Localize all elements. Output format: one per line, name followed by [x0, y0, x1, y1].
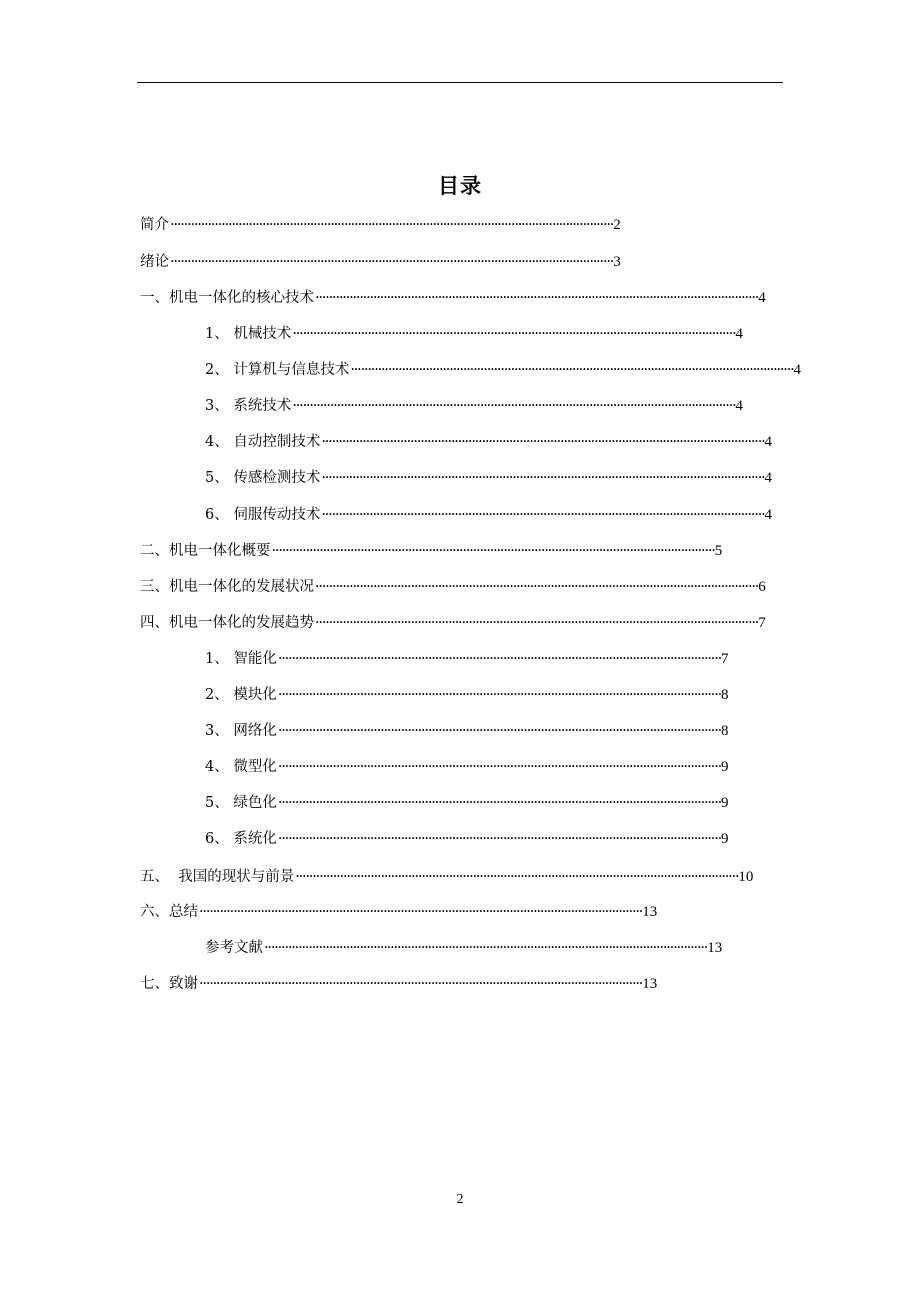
toc-entry-page: 8 — [721, 687, 729, 703]
toc-entry-references[interactable] — [205, 937, 723, 959]
toc-entry-subsection[interactable] — [205, 431, 773, 453]
toc-entry-label: 2、 计算机与信息技术 — [205, 362, 350, 378]
toc-entry-section-7[interactable] — [140, 973, 658, 995]
toc-entry-page: 4 — [764, 470, 773, 486]
toc-entry-page: 4 — [735, 326, 744, 342]
toc-leader-dots: ·································································································································· — [315, 615, 759, 631]
toc-entry-page: 5 — [714, 543, 723, 559]
toc-entry-label: 二、机电一体化概要 — [140, 543, 271, 559]
toc-entry-section-1[interactable] — [140, 287, 766, 309]
toc-entry-page: 13 — [642, 976, 658, 992]
toc-leader-dots: ·································································································································· — [264, 940, 708, 956]
toc-entry-label: 绪论 — [140, 254, 169, 270]
toc-entry-section-6[interactable] — [140, 901, 658, 923]
toc-entry-label: 1、 机械技术 — [205, 326, 292, 342]
toc-leader-dots: ·································································································································· — [277, 831, 722, 847]
toc-entry-page: 4 — [758, 290, 766, 306]
toc-leader-dots: ·································································································································· — [292, 326, 736, 342]
toc-entry-page: 4 — [793, 362, 802, 378]
toc-entry-subsection[interactable] — [205, 720, 729, 742]
toc-entry-label: 3、 网络化 — [205, 723, 277, 739]
toc-entry-subsection[interactable] — [205, 359, 802, 381]
toc-entry-subsection[interactable] — [205, 395, 744, 417]
toc-leader-dots: ·································································································································· — [277, 651, 722, 667]
toc-entry-page: 8 — [721, 723, 729, 739]
toc-entry-label: 参考文献 — [205, 940, 263, 956]
toc-entry-label: 6、 伺服传动技术 — [205, 507, 321, 523]
toc-entry-subsection[interactable] — [205, 756, 729, 778]
toc-leader-dots: ·································································································································· — [315, 579, 759, 595]
toc-leader-dots: ·································································································································· — [277, 795, 722, 811]
toc-leader-dots: ·································································································································· — [315, 290, 759, 306]
toc-entry-page: 10 — [738, 869, 754, 885]
toc-entry-label: 五、 我国的现状与前景 — [140, 869, 295, 885]
toc-entry-intro[interactable] — [140, 214, 621, 236]
toc-entry-page: 4 — [764, 507, 773, 523]
toc-leader-dots: ·································································································································· — [199, 976, 643, 992]
toc-entry-subsection[interactable] — [205, 323, 744, 345]
toc-entry-subsection[interactable] — [205, 648, 729, 670]
toc-entry-section-4[interactable] — [140, 612, 766, 634]
toc-entry-label: 七、致谢 — [140, 976, 198, 992]
toc-leader-dots: ·································································································································· — [170, 217, 614, 233]
toc-entry-page: 4 — [735, 398, 744, 414]
toc-entry-label: 四、机电一体化的发展趋势 — [140, 615, 314, 631]
toc-entry-label: 4、 微型化 — [205, 759, 277, 775]
toc-entry-page: 7 — [758, 615, 766, 631]
toc-entry-page: 4 — [764, 434, 773, 450]
toc-entry-label: 6、 系统化 — [205, 831, 277, 847]
toc-entry-subsection[interactable] — [205, 504, 773, 526]
toc-entry-page: 9 — [721, 831, 729, 847]
toc-leader-dots: ·································································································································· — [321, 434, 765, 450]
toc-entry-label: 5、 传感检测技术 — [205, 470, 321, 486]
toc-entry-subsection[interactable] — [205, 828, 729, 850]
toc-entry-page: 13 — [642, 904, 658, 920]
toc-entry-section-2[interactable] — [140, 540, 723, 562]
toc-leader-dots: ·································································································································· — [350, 362, 794, 378]
toc-entry-subsection[interactable] — [205, 467, 773, 489]
toc-title: 目录 — [438, 174, 482, 198]
toc-entry-page: 13 — [707, 940, 723, 956]
toc-entry-label: 三、机电一体化的发展状况 — [140, 579, 314, 595]
toc-entry-section-5[interactable] — [140, 866, 754, 888]
toc-entry-subsection[interactable] — [205, 684, 729, 706]
toc-entry-label: 六、总结 — [140, 904, 198, 920]
toc-leader-dots: ·································································································································· — [170, 254, 614, 270]
toc-entry-section-3[interactable] — [140, 576, 766, 598]
toc-entry-label: 简介 — [140, 217, 169, 233]
toc-entry-label: 3、 系统技术 — [205, 398, 292, 414]
toc-leader-dots: ·································································································································· — [199, 904, 643, 920]
toc-leader-dots: ·································································································································· — [295, 869, 739, 885]
toc-leader-dots: ·································································································································· — [271, 543, 715, 559]
toc-entry-page: 2 — [613, 217, 621, 233]
toc-leader-dots: ·································································································································· — [292, 398, 736, 414]
toc-entry-page: 9 — [721, 759, 729, 775]
toc-entry-page: 6 — [758, 579, 766, 595]
toc-entry-label: 4、 自动控制技术 — [205, 434, 321, 450]
toc-entry-label: 2、 模块化 — [205, 687, 277, 703]
toc-leader-dots: ·································································································································· — [321, 507, 765, 523]
toc-entry-page: 9 — [721, 795, 729, 811]
toc-leader-dots: ·································································································································· — [277, 687, 722, 703]
toc-entry-page: 7 — [721, 651, 729, 667]
toc-entry-label: 一、机电一体化的核心技术 — [140, 290, 314, 306]
toc-entry-label: 5、 绿色化 — [205, 795, 277, 811]
toc-entry-subsection[interactable] — [205, 792, 729, 814]
page-number: 2 — [456, 1192, 464, 1207]
toc-leader-dots: ·································································································································· — [277, 759, 722, 775]
toc-entry-page: 3 — [613, 254, 621, 270]
toc-leader-dots: ·································································································································· — [321, 470, 765, 486]
toc-entry-label: 1、 智能化 — [205, 651, 277, 667]
toc-entry-preface[interactable] — [140, 251, 621, 273]
toc-leader-dots: ·································································································································· — [277, 723, 722, 739]
